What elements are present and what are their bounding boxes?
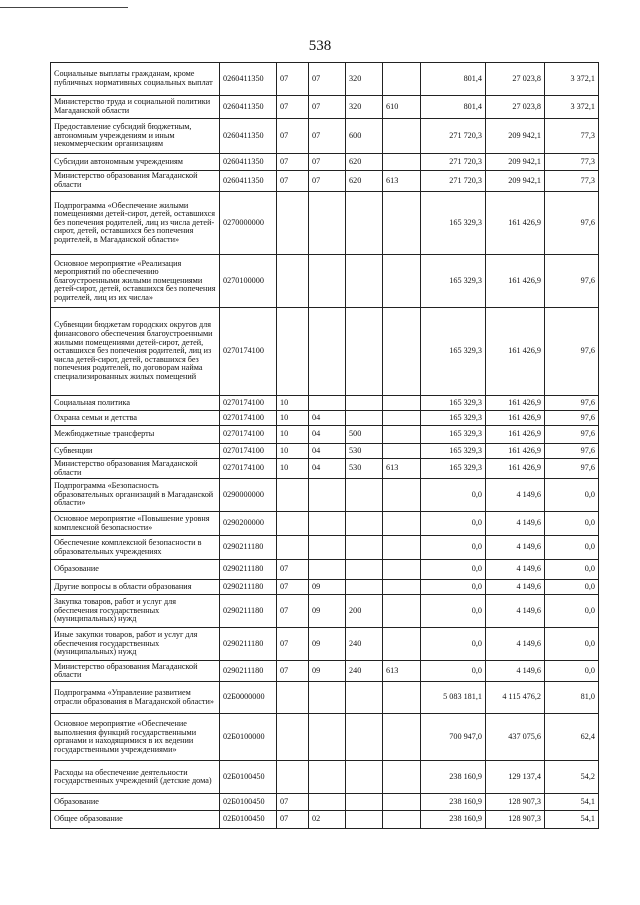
row-subsection xyxy=(309,682,346,714)
row-percent: 77,3 xyxy=(545,119,599,154)
row-department xyxy=(383,411,421,426)
row-expense-type: 530 xyxy=(346,444,383,459)
row-department xyxy=(383,595,421,628)
row-plan-value: 801,4 xyxy=(421,96,486,119)
row-name: Министерство образования Магаданской области xyxy=(51,661,220,682)
row-expense-type xyxy=(346,761,383,794)
row-plan-value: 238 160,9 xyxy=(421,794,486,811)
row-expense-type: 320 xyxy=(346,96,383,119)
row-department xyxy=(383,192,421,255)
row-name: Межбюджетные трансферты xyxy=(51,426,220,444)
table-row xyxy=(51,154,599,171)
row-fact-value: 161 426,9 xyxy=(486,459,545,479)
row-fact-value: 161 426,9 xyxy=(486,308,545,396)
row-subsection: 09 xyxy=(309,595,346,628)
table-row xyxy=(51,580,599,595)
row-plan-value: 238 160,9 xyxy=(421,811,486,829)
row-expense-type: 600 xyxy=(346,119,383,154)
row-expense-type xyxy=(346,255,383,308)
row-code: 0290211180 xyxy=(220,560,277,580)
row-code: 0270174100 xyxy=(220,426,277,444)
row-expense-type: 320 xyxy=(346,63,383,96)
row-code: 0290211180 xyxy=(220,536,277,560)
row-subsection: 07 xyxy=(309,96,346,119)
row-percent: 0,0 xyxy=(545,580,599,595)
row-code: 0270100000 xyxy=(220,255,277,308)
row-subsection xyxy=(309,560,346,580)
row-plan-value: 238 160,9 xyxy=(421,761,486,794)
row-name: Расходы на обеспечение деятельности государственных учреждений (детские дома) xyxy=(51,761,220,794)
row-percent: 77,3 xyxy=(545,154,599,171)
row-expense-type: 240 xyxy=(346,661,383,682)
row-plan-value: 165 329,3 xyxy=(421,411,486,426)
row-name: Субвенции бюджетам городских округов для финансового обеспечения благоустроенными жилыми помещениями детей-сирот, детей, оставшихся без попечения родителей, лиц из числа детей-сирот, детей, оставшихся без попечения родителей, по договорам найма специализированных жилых помещений xyxy=(51,308,220,396)
table-row xyxy=(51,661,599,682)
row-plan-value: 165 329,3 xyxy=(421,459,486,479)
row-fact-value: 209 942,1 xyxy=(486,171,545,192)
row-section: 07 xyxy=(277,580,309,595)
row-section: 07 xyxy=(277,63,309,96)
row-code: 0290211180 xyxy=(220,580,277,595)
row-plan-value: 0,0 xyxy=(421,595,486,628)
row-fact-value: 129 137,4 xyxy=(486,761,545,794)
row-code: 0260411350 xyxy=(220,171,277,192)
row-plan-value: 271 720,3 xyxy=(421,154,486,171)
row-name: Министерство труда и социальной политики Магаданской области xyxy=(51,96,220,119)
row-percent: 0,0 xyxy=(545,512,599,536)
row-name: Подпрограмма «Управление развитием отрасли образования в Магаданской области» xyxy=(51,682,220,714)
table-row xyxy=(51,479,599,512)
row-code: 0290211180 xyxy=(220,661,277,682)
table-row xyxy=(51,411,599,426)
row-department xyxy=(383,255,421,308)
row-subsection: 09 xyxy=(309,580,346,595)
row-fact-value: 4 115 476,2 xyxy=(486,682,545,714)
row-expense-type: 200 xyxy=(346,595,383,628)
row-name: Подпрограмма «Обеспечение жилыми помещениями детей-сирот, детей, оставшихся без попечения родителей, лиц из числа детей-сирот, детей, оставшихся без попечения родителей, в Магаданской области» xyxy=(51,192,220,255)
row-plan-value: 5 083 181,1 xyxy=(421,682,486,714)
row-department xyxy=(383,479,421,512)
row-percent: 97,6 xyxy=(545,192,599,255)
row-code: 0270174100 xyxy=(220,444,277,459)
row-code: 02Б0100450 xyxy=(220,811,277,829)
row-percent: 97,6 xyxy=(545,411,599,426)
row-plan-value: 0,0 xyxy=(421,536,486,560)
row-expense-type: 240 xyxy=(346,628,383,661)
row-plan-value: 0,0 xyxy=(421,512,486,536)
row-name: Образование xyxy=(51,560,220,580)
row-plan-value: 165 329,3 xyxy=(421,308,486,396)
row-fact-value: 27 023,8 xyxy=(486,63,545,96)
row-fact-value: 4 149,6 xyxy=(486,628,545,661)
table-row xyxy=(51,682,599,714)
row-percent: 0,0 xyxy=(545,595,599,628)
row-section: 07 xyxy=(277,794,309,811)
row-plan-value: 165 329,3 xyxy=(421,426,486,444)
table-row xyxy=(51,560,599,580)
row-expense-type: 620 xyxy=(346,154,383,171)
table-row xyxy=(51,96,599,119)
row-department xyxy=(383,560,421,580)
row-department xyxy=(383,119,421,154)
table-row xyxy=(51,459,599,479)
row-section: 07 xyxy=(277,119,309,154)
row-expense-type xyxy=(346,308,383,396)
row-subsection xyxy=(309,192,346,255)
row-expense-type xyxy=(346,479,383,512)
row-expense-type: 500 xyxy=(346,426,383,444)
row-name: Другие вопросы в области образования xyxy=(51,580,220,595)
row-plan-value: 165 329,3 xyxy=(421,192,486,255)
row-plan-value: 0,0 xyxy=(421,479,486,512)
row-percent: 3 372,1 xyxy=(545,63,599,96)
row-subsection: 04 xyxy=(309,411,346,426)
table-row xyxy=(51,595,599,628)
row-department xyxy=(383,308,421,396)
table-row xyxy=(51,255,599,308)
row-section xyxy=(277,682,309,714)
row-expense-type: 530 xyxy=(346,459,383,479)
row-subsection xyxy=(309,761,346,794)
row-subsection xyxy=(309,308,346,396)
row-department xyxy=(383,794,421,811)
row-code: 02Б0000000 xyxy=(220,682,277,714)
row-expense-type xyxy=(346,682,383,714)
row-name: Охрана семьи и детства xyxy=(51,411,220,426)
row-section: 07 xyxy=(277,661,309,682)
row-plan-value: 0,0 xyxy=(421,628,486,661)
budget-table xyxy=(50,62,599,829)
table-row xyxy=(51,171,599,192)
row-fact-value: 161 426,9 xyxy=(486,444,545,459)
row-department xyxy=(383,714,421,761)
row-subsection xyxy=(309,536,346,560)
row-code: 0260411350 xyxy=(220,119,277,154)
row-fact-value: 437 075,6 xyxy=(486,714,545,761)
row-expense-type xyxy=(346,536,383,560)
row-expense-type: 620 xyxy=(346,171,383,192)
row-section xyxy=(277,536,309,560)
row-section xyxy=(277,714,309,761)
row-code: 0290211180 xyxy=(220,595,277,628)
row-department xyxy=(383,811,421,829)
row-percent: 0,0 xyxy=(545,560,599,580)
row-percent: 81,0 xyxy=(545,682,599,714)
table-row xyxy=(51,536,599,560)
row-department xyxy=(383,63,421,96)
row-name: Основное мероприятие «Повышение уровня комплексной безопасности» xyxy=(51,512,220,536)
row-percent: 3 372,1 xyxy=(545,96,599,119)
row-expense-type xyxy=(346,192,383,255)
row-department xyxy=(383,628,421,661)
row-department xyxy=(383,682,421,714)
row-name: Субсидии автономным учреждениям xyxy=(51,154,220,171)
row-fact-value: 161 426,9 xyxy=(486,396,545,411)
row-section xyxy=(277,761,309,794)
row-subsection: 09 xyxy=(309,628,346,661)
table-row xyxy=(51,714,599,761)
row-name: Основное мероприятие «Реализация мероприятий по обеспечению благоустроенными жилыми помещениями детей-сирот, детей, оставшихся без попечения родителей, лиц из их числа» xyxy=(51,255,220,308)
row-name: Министерство образования Магаданской области xyxy=(51,459,220,479)
row-percent: 97,6 xyxy=(545,308,599,396)
row-fact-value: 128 907,3 xyxy=(486,794,545,811)
row-department xyxy=(383,444,421,459)
row-expense-type xyxy=(346,714,383,761)
row-section: 10 xyxy=(277,444,309,459)
row-code: 02Б0100000 xyxy=(220,714,277,761)
row-expense-type xyxy=(346,396,383,411)
row-expense-type xyxy=(346,512,383,536)
table-row xyxy=(51,192,599,255)
row-section: 10 xyxy=(277,411,309,426)
row-percent: 97,6 xyxy=(545,255,599,308)
row-department: 613 xyxy=(383,171,421,192)
row-fact-value: 4 149,6 xyxy=(486,595,545,628)
table-row xyxy=(51,628,599,661)
table-row xyxy=(51,761,599,794)
row-section xyxy=(277,512,309,536)
row-plan-value: 165 329,3 xyxy=(421,255,486,308)
row-percent: 54,2 xyxy=(545,761,599,794)
row-plan-value: 271 720,3 xyxy=(421,171,486,192)
row-percent: 54,1 xyxy=(545,794,599,811)
row-subsection: 04 xyxy=(309,426,346,444)
row-code: 02Б0100450 xyxy=(220,761,277,794)
row-percent: 97,6 xyxy=(545,444,599,459)
row-subsection: 07 xyxy=(309,171,346,192)
row-fact-value: 209 942,1 xyxy=(486,119,545,154)
row-expense-type xyxy=(346,811,383,829)
row-subsection xyxy=(309,714,346,761)
table-row xyxy=(51,119,599,154)
row-expense-type xyxy=(346,794,383,811)
table-row xyxy=(51,512,599,536)
row-subsection: 04 xyxy=(309,444,346,459)
row-section: 10 xyxy=(277,426,309,444)
row-code: 0270000000 xyxy=(220,192,277,255)
row-department xyxy=(383,536,421,560)
row-expense-type xyxy=(346,580,383,595)
row-plan-value: 801,4 xyxy=(421,63,486,96)
row-code: 02Б0100450 xyxy=(220,794,277,811)
row-code: 0260411350 xyxy=(220,96,277,119)
row-fact-value: 161 426,9 xyxy=(486,411,545,426)
row-percent: 54,1 xyxy=(545,811,599,829)
row-percent: 0,0 xyxy=(545,628,599,661)
row-section xyxy=(277,479,309,512)
row-fact-value: 4 149,6 xyxy=(486,512,545,536)
row-name: Закупка товаров, работ и услуг для обеспечения государственных (муниципальных) нужд xyxy=(51,595,220,628)
row-name: Общее образование xyxy=(51,811,220,829)
row-section xyxy=(277,192,309,255)
row-fact-value: 161 426,9 xyxy=(486,426,545,444)
row-section: 10 xyxy=(277,459,309,479)
row-name: Предоставление субсидий бюджетным, автономным учреждениям и иным некоммерческим организациям xyxy=(51,119,220,154)
row-plan-value: 165 329,3 xyxy=(421,444,486,459)
row-percent: 0,0 xyxy=(545,536,599,560)
row-code: 0270174100 xyxy=(220,396,277,411)
row-section: 07 xyxy=(277,595,309,628)
row-name: Социальная политика xyxy=(51,396,220,411)
row-department: 613 xyxy=(383,459,421,479)
row-fact-value: 4 149,6 xyxy=(486,536,545,560)
row-section: 07 xyxy=(277,628,309,661)
row-code: 0290000000 xyxy=(220,479,277,512)
row-department xyxy=(383,761,421,794)
row-subsection: 04 xyxy=(309,459,346,479)
table-row xyxy=(51,811,599,829)
row-plan-value: 700 947,0 xyxy=(421,714,486,761)
row-fact-value: 161 426,9 xyxy=(486,255,545,308)
row-subsection xyxy=(309,512,346,536)
row-plan-value: 165 329,3 xyxy=(421,396,486,411)
row-subsection xyxy=(309,479,346,512)
table-row xyxy=(51,444,599,459)
row-fact-value: 4 149,6 xyxy=(486,560,545,580)
row-plan-value: 0,0 xyxy=(421,580,486,595)
row-code: 0260411350 xyxy=(220,154,277,171)
row-percent: 0,0 xyxy=(545,479,599,512)
row-section: 07 xyxy=(277,96,309,119)
row-name: Министерство образования Магаданской области xyxy=(51,171,220,192)
row-plan-value: 271 720,3 xyxy=(421,119,486,154)
row-fact-value: 161 426,9 xyxy=(486,192,545,255)
top-rule xyxy=(0,7,128,8)
row-name: Подпрограмма «Безопасность образовательных организаций в Магаданской области» xyxy=(51,479,220,512)
row-plan-value: 0,0 xyxy=(421,560,486,580)
table-row xyxy=(51,63,599,96)
row-expense-type xyxy=(346,411,383,426)
row-section: 07 xyxy=(277,171,309,192)
row-percent: 77,3 xyxy=(545,171,599,192)
row-subsection xyxy=(309,396,346,411)
row-section: 07 xyxy=(277,560,309,580)
row-department xyxy=(383,154,421,171)
row-name: Социальные выплаты гражданам, кроме публичных нормативных социальных выплат xyxy=(51,63,220,96)
row-name: Образование xyxy=(51,794,220,811)
row-subsection xyxy=(309,794,346,811)
row-code: 0270174100 xyxy=(220,411,277,426)
row-department: 610 xyxy=(383,96,421,119)
row-name: Обеспечение комплексной безопасности в образовательных учреждениях xyxy=(51,536,220,560)
row-department xyxy=(383,580,421,595)
row-section xyxy=(277,308,309,396)
row-percent: 62,4 xyxy=(545,714,599,761)
row-name: Основное мероприятие «Обеспечение выполнения функций государственными органами и находящимися в их ведении государственными учреждениями» xyxy=(51,714,220,761)
row-percent: 0,0 xyxy=(545,661,599,682)
row-fact-value: 27 023,8 xyxy=(486,96,545,119)
table-row xyxy=(51,396,599,411)
row-plan-value: 0,0 xyxy=(421,661,486,682)
row-department: 613 xyxy=(383,661,421,682)
row-section: 07 xyxy=(277,811,309,829)
row-section xyxy=(277,255,309,308)
row-code: 0270174100 xyxy=(220,459,277,479)
row-fact-value: 128 907,3 xyxy=(486,811,545,829)
row-section: 07 xyxy=(277,154,309,171)
row-percent: 97,6 xyxy=(545,459,599,479)
table-row xyxy=(51,308,599,396)
row-fact-value: 4 149,6 xyxy=(486,661,545,682)
row-subsection: 09 xyxy=(309,661,346,682)
row-code: 0270174100 xyxy=(220,308,277,396)
row-subsection: 07 xyxy=(309,119,346,154)
row-fact-value: 4 149,6 xyxy=(486,580,545,595)
row-code: 0260411350 xyxy=(220,63,277,96)
row-subsection: 02 xyxy=(309,811,346,829)
row-department xyxy=(383,512,421,536)
row-department xyxy=(383,396,421,411)
row-name: Иные закупки товаров, работ и услуг для обеспечения государственных (муниципальных) нужд xyxy=(51,628,220,661)
row-fact-value: 4 149,6 xyxy=(486,479,545,512)
row-section: 10 xyxy=(277,396,309,411)
row-fact-value: 209 942,1 xyxy=(486,154,545,171)
row-percent: 97,6 xyxy=(545,426,599,444)
row-code: 0290200000 xyxy=(220,512,277,536)
row-name: Субвенции xyxy=(51,444,220,459)
row-department xyxy=(383,426,421,444)
row-code: 0290211180 xyxy=(220,628,277,661)
row-subsection: 07 xyxy=(309,63,346,96)
page-number: 538 xyxy=(308,38,332,54)
row-subsection: 07 xyxy=(309,154,346,171)
table-row xyxy=(51,794,599,811)
row-expense-type xyxy=(346,560,383,580)
table-row xyxy=(51,426,599,444)
row-percent: 97,6 xyxy=(545,396,599,411)
row-subsection xyxy=(309,255,346,308)
